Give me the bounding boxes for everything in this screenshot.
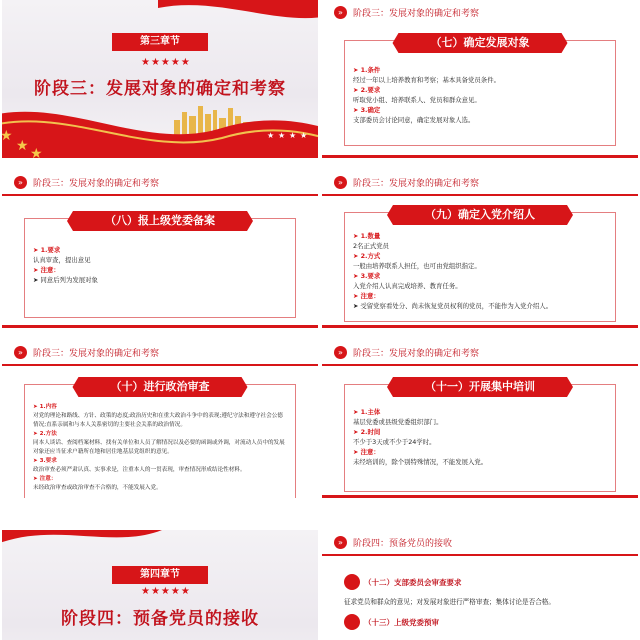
svg-text:★: ★ xyxy=(289,131,297,140)
red-flag-wave xyxy=(0,98,318,162)
subheading: ➤ 1.内容 xyxy=(33,404,57,410)
slide-header xyxy=(334,6,479,19)
subheading: ➤ 注意： xyxy=(33,476,57,482)
subheading: ➤ 2.要求 xyxy=(353,86,381,94)
chapter-badge: 第四章节 xyxy=(112,566,208,584)
content-line: 支部委员会讨论同意，确定发展对象人选。 xyxy=(353,116,475,124)
content-line: 认真审查，提出意见 xyxy=(33,256,91,264)
section-tab: （十）进行政治审查 xyxy=(79,377,242,397)
red-ribbon-top xyxy=(158,0,318,26)
header-rule xyxy=(2,364,318,366)
svg-text:★: ★ xyxy=(16,138,29,154)
slide-cover-stage3[interactable] xyxy=(0,0,318,162)
header-rule xyxy=(322,364,638,366)
red-ribbon-top xyxy=(2,530,162,560)
chapter-badge: 第三章节 xyxy=(112,33,208,51)
content-line: 政治审查必须严肃认真、实事求是，注重本人的一贯表现，审查情况形成结论性材料。 xyxy=(33,467,246,473)
chevron-icon: » xyxy=(14,176,27,189)
subheading: ➤ 1.条件 xyxy=(353,66,381,74)
cover-title: 阶段四：预备党员的接收 xyxy=(61,609,259,629)
item-title: （十三）上级党委预审 xyxy=(364,617,439,627)
header-rule xyxy=(322,194,638,196)
subheading: ➤ 2.方式 xyxy=(353,252,381,260)
svg-text:★: ★ xyxy=(30,146,43,162)
subheading: ➤ 2.时间 xyxy=(353,428,381,436)
bottom-rule xyxy=(322,155,638,158)
slide-stage4-review[interactable] xyxy=(322,530,638,640)
svg-text:★: ★ xyxy=(267,131,275,140)
subheading: ➤ 注意： xyxy=(353,292,380,300)
header-rule xyxy=(322,554,638,556)
content-line: 一般由培养联系人担任，也可由党组织指定。 xyxy=(353,262,481,270)
header-text: 阶段三：发展对象的确定和考察 xyxy=(33,349,160,359)
content-box xyxy=(344,36,616,146)
person-icon xyxy=(344,614,360,630)
content-line: 基层党委或县级党委组织部门。 xyxy=(353,418,443,426)
content-line: 未经培训的，除个别特殊情况，不能发展入党。 xyxy=(353,458,488,466)
header-rule xyxy=(2,194,318,196)
chevron-icon: » xyxy=(334,346,347,359)
person-icon xyxy=(344,574,360,590)
section-item-13 xyxy=(344,614,439,630)
content-lines xyxy=(33,403,287,493)
chevron-icon: » xyxy=(334,536,347,549)
section-item-12 xyxy=(344,574,555,606)
slide-introducers[interactable] xyxy=(322,170,638,328)
slide-training[interactable] xyxy=(322,340,638,498)
subheading: ➤ 注意： xyxy=(353,448,380,456)
content-line: 听取党小组、培养联系人、党员和群众意见。 xyxy=(353,96,481,104)
section-tab: （九）确定入党介绍人 xyxy=(393,205,567,225)
bottom-rule xyxy=(322,495,638,498)
slide-header xyxy=(14,346,159,359)
subheading: ➤ 1.数量 xyxy=(353,232,381,240)
stars-decoration: ★★★★★ xyxy=(141,586,191,597)
slide-report-filing[interactable] xyxy=(2,170,318,328)
content-lines xyxy=(33,245,287,285)
content-box xyxy=(24,380,296,498)
slide-political-review[interactable] xyxy=(2,340,318,498)
header-text: 阶段三：发展对象的确定和考察 xyxy=(353,9,480,19)
content-box xyxy=(344,208,616,322)
chevron-icon: » xyxy=(334,176,347,189)
slide-cover-stage4[interactable] xyxy=(2,530,318,640)
header-text: 阶段三：发展对象的确定和考察 xyxy=(353,179,480,189)
stars-decoration: ★★★★★ xyxy=(141,57,191,68)
subheading: ➤ 注意： xyxy=(33,266,60,274)
content-line: ➤ 受留党察看处分、尚未恢复党员权利的党员，不能作为入党介绍人。 xyxy=(353,302,553,310)
content-line: 经过一年以上培养教育和考察；基本具备党员条件。 xyxy=(353,76,500,84)
content-line: 2名正式党员 xyxy=(353,242,390,250)
subheading: ➤ 1.要求 xyxy=(33,246,61,254)
subheading: ➤ 3.要求 xyxy=(33,458,57,464)
item-text: 征求党员和群众的意见；对发展对象进行严格审查；集体讨论是否合格。 xyxy=(344,598,555,606)
content-line: 同本人谈话、查阅档案材料、找有关单位和人员了解情况以及必要的函调或外调，对流动人员中的发展对象还应当征求户籍所在地和居住地基层党组织的意见。 xyxy=(33,440,285,455)
slide-header xyxy=(14,176,159,189)
content-box xyxy=(344,380,616,492)
content-line: 不少于3天或不少于24学时。 xyxy=(353,438,436,446)
header-text: 阶段四：预备党员的接收 xyxy=(353,539,453,549)
subheading: ➤ 3.确定 xyxy=(353,106,381,114)
subheading: ➤ 3.要求 xyxy=(353,272,381,280)
content-line: 入党介绍人认真完成培养、教育任务。 xyxy=(353,282,462,290)
svg-text:★: ★ xyxy=(0,128,13,144)
chevron-icon: » xyxy=(14,346,27,359)
content-lines xyxy=(353,231,607,311)
bottom-rule xyxy=(322,325,638,328)
subheading: ➤ 2.方法 xyxy=(33,431,57,437)
slide-determine-targets[interactable] xyxy=(322,0,638,158)
svg-text:★: ★ xyxy=(300,131,308,140)
section-tab: （十一）开展集中培训 xyxy=(393,377,567,397)
content-box xyxy=(24,214,296,318)
svg-text:★: ★ xyxy=(278,131,286,140)
content-line: ➤ 同意后列为发展对象 xyxy=(33,276,98,284)
section-tab: （八）报上级党委备案 xyxy=(73,211,247,231)
header-text: 阶段三：发展对象的确定和考察 xyxy=(33,179,160,189)
content-line: 对党的理论和路线、方针、政策的态度;政治历史和在重大政治斗争中的表现;遵纪守法和遵守社会公德情况;直系亲属和与本人关系密切的主要社会关系的政治情况。 xyxy=(33,413,283,428)
header-text: 阶段三：发展对象的确定和考察 xyxy=(353,349,480,359)
subheading: ➤ 1.主体 xyxy=(353,408,381,416)
content-line: 未经政治审查或政治审查不合格的，不能发展入党。 xyxy=(33,485,162,491)
content-lines xyxy=(353,65,607,125)
section-tab: （七）确定发展对象 xyxy=(399,33,562,53)
slide-header xyxy=(334,346,479,359)
chevron-icon: » xyxy=(334,6,347,19)
content-lines xyxy=(353,407,607,467)
item-title: （十二）支部委员会审查要求 xyxy=(364,577,462,587)
bottom-rule xyxy=(2,325,318,328)
cover-title: 阶段三：发展对象的确定和考察 xyxy=(34,79,286,99)
slide-header xyxy=(334,176,479,189)
slide-header xyxy=(334,536,452,549)
